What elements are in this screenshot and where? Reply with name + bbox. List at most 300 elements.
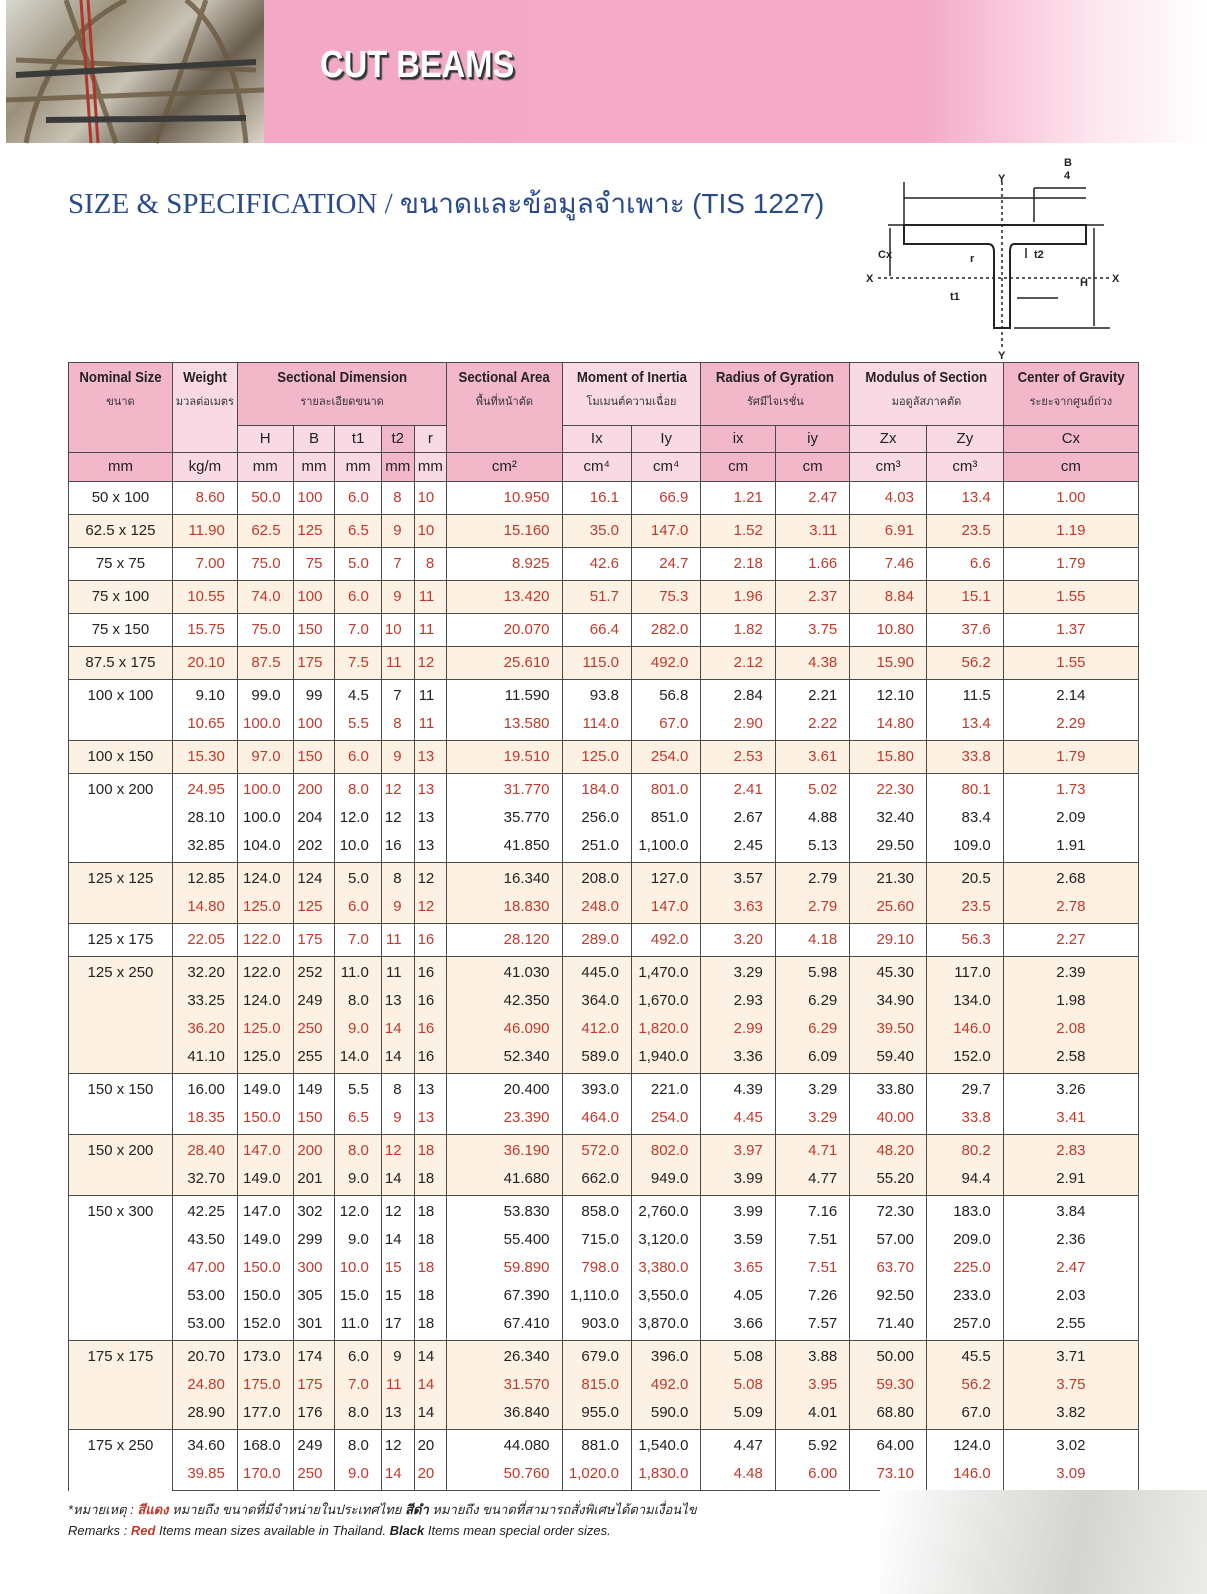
- cell-t1: 10.0: [335, 1254, 381, 1282]
- cell-area: 35.770: [447, 804, 562, 832]
- cell-ix-gyration: 4.47: [701, 1430, 775, 1461]
- cell-r: 16: [414, 987, 447, 1015]
- cell-b: 175: [293, 924, 335, 957]
- cell-cx: 1.00: [1003, 482, 1138, 515]
- cell-weight: 53.00: [172, 1282, 237, 1310]
- unit-cx: cm: [1003, 453, 1138, 482]
- cell-b: 299: [293, 1226, 335, 1254]
- table-row: [69, 548, 1139, 581]
- cell-r: 13: [414, 1104, 447, 1135]
- cell-cx: 1.55: [1003, 581, 1138, 614]
- cell-ix-gyration: 2.99: [701, 1015, 775, 1043]
- cell-iy-inertia: 254.0: [631, 741, 700, 774]
- cell-ix-gyration: 2.45: [701, 832, 775, 863]
- cell-cx: 1.79: [1003, 548, 1138, 581]
- header-radius-of-gyration: Radius of Gyration รัศมีไจเรชั่น: [701, 363, 850, 426]
- cell-t2: 15: [381, 1254, 414, 1282]
- table-row: [69, 804, 1139, 832]
- cell-h: 97.0: [237, 741, 293, 774]
- cell-area: 19.510: [447, 741, 562, 774]
- cell-ix-inertia: 1,020.0: [562, 1460, 631, 1491]
- cell-weight: 11.90: [172, 515, 237, 548]
- header-sectional-area: Sectional Area พื้นที่หน้าตัด: [447, 363, 562, 453]
- table-row: [69, 1226, 1139, 1254]
- cell-zy: 146.0: [927, 1460, 1004, 1491]
- cell-cx: 2.91: [1003, 1165, 1138, 1196]
- cell-b: 124: [293, 863, 335, 894]
- cell-zy: 124.0: [927, 1430, 1004, 1461]
- cell-b: 305: [293, 1282, 335, 1310]
- table-row: [69, 1430, 1139, 1461]
- cell-zy: 33.8: [927, 1104, 1004, 1135]
- cell-area: 31.570: [447, 1371, 562, 1399]
- cell-t2: 12: [381, 774, 414, 805]
- table-row: [69, 1165, 1139, 1196]
- cell-zx: 55.20: [850, 1165, 927, 1196]
- header-nominal-size: Nominal Size ขนาด: [69, 363, 173, 453]
- cell-iy-inertia: 75.3: [631, 581, 700, 614]
- cell-t1: 8.0: [335, 987, 381, 1015]
- cell-cx: 2.55: [1003, 1310, 1138, 1341]
- cell-area: 18.830: [447, 893, 562, 924]
- cell-t1: 8.0: [335, 1430, 381, 1461]
- cell-b: 176: [293, 1399, 335, 1430]
- cell-iy-inertia: 56.8: [631, 680, 700, 711]
- cell-ix-inertia: 903.0: [562, 1310, 631, 1341]
- size-group: [69, 957, 1139, 1074]
- table-row: [69, 515, 1139, 548]
- cell-h: 150.0: [237, 1282, 293, 1310]
- diagram-label-b: B: [1064, 157, 1072, 169]
- cell-zy: 152.0: [927, 1043, 1004, 1074]
- cell-cx: 1.55: [1003, 647, 1138, 680]
- cell-cx: 1.19: [1003, 515, 1138, 548]
- cell-h: 99.0: [237, 680, 293, 711]
- cell-weight: 28.90: [172, 1399, 237, 1430]
- cell-zy: 23.5: [927, 893, 1004, 924]
- cell-cx: 2.08: [1003, 1015, 1138, 1043]
- cell-r: 14: [414, 1341, 447, 1372]
- remark-thai-black: สีดำ: [405, 1502, 429, 1517]
- cell-weight: 8.60: [172, 482, 237, 515]
- cell-r: 18: [414, 1196, 447, 1227]
- cell-zx: 6.91: [850, 515, 927, 548]
- cell-zy: 56.2: [927, 647, 1004, 680]
- t-beam-diagram: [848, 152, 1118, 362]
- cell-area: 36.190: [447, 1135, 562, 1166]
- cell-ix-gyration: 1.96: [701, 581, 775, 614]
- cell-t2: 7: [381, 548, 414, 581]
- cell-iy-gyration: 5.92: [775, 1430, 849, 1461]
- cell-r: 20: [414, 1460, 447, 1491]
- cell-h: 87.5: [237, 647, 293, 680]
- remark-en-red: Red: [130, 1523, 156, 1538]
- cell-zx: 50.00: [850, 1341, 927, 1372]
- cell-t1: 6.0: [335, 893, 381, 924]
- section-title-en: SIZE & SPECIFICATION: [68, 188, 378, 220]
- cell-b: 200: [293, 1135, 335, 1166]
- cell-area: 53.830: [447, 1196, 562, 1227]
- cell-zy: 23.5: [927, 515, 1004, 548]
- cell-zx: 57.00: [850, 1226, 927, 1254]
- cell-cx: 2.47: [1003, 1254, 1138, 1282]
- cell-r: 13: [414, 832, 447, 863]
- cell-iy-gyration: 7.57: [775, 1310, 849, 1341]
- cell-iy-gyration: 7.51: [775, 1226, 849, 1254]
- size-group: [69, 774, 1139, 863]
- cell-ix-inertia: 35.0: [562, 515, 631, 548]
- table-row: [69, 581, 1139, 614]
- cell-weight: 32.85: [172, 832, 237, 863]
- cell-weight: 16.00: [172, 1074, 237, 1105]
- cell-iy-inertia: 147.0: [631, 515, 700, 548]
- table-row: [69, 1135, 1139, 1166]
- size-group: [69, 647, 1139, 680]
- cell-t2: 9: [381, 1341, 414, 1372]
- cell-area: 55.400: [447, 1226, 562, 1254]
- cell-cx: 1.37: [1003, 614, 1138, 647]
- table-row: [69, 774, 1139, 805]
- cell-t1: 5.0: [335, 548, 381, 581]
- cell-weight: 10.55: [172, 581, 237, 614]
- cell-ix-gyration: 3.59: [701, 1226, 775, 1254]
- table-row: [69, 741, 1139, 774]
- cell-ix-inertia: 858.0: [562, 1196, 631, 1227]
- cell-nominal-size: 100 x 150: [69, 741, 173, 774]
- subheader-t2: t2: [381, 426, 414, 453]
- cell-ix-gyration: 3.66: [701, 1310, 775, 1341]
- table-row: [69, 1104, 1139, 1135]
- cell-b: 100: [293, 581, 335, 614]
- cell-zx: 72.30: [850, 1196, 927, 1227]
- cell-cx: 3.02: [1003, 1430, 1138, 1461]
- section-standard: (TIS 1227): [692, 188, 825, 219]
- cell-t1: 7.0: [335, 614, 381, 647]
- cell-ix-inertia: 114.0: [562, 710, 631, 741]
- cell-r: 16: [414, 924, 447, 957]
- cell-ix-inertia: 248.0: [562, 893, 631, 924]
- cell-zy: 80.1: [927, 774, 1004, 805]
- cell-iy-gyration: 2.79: [775, 863, 849, 894]
- cell-r: 18: [414, 1135, 447, 1166]
- cell-b: 250: [293, 1460, 335, 1491]
- unit-t1: mm: [335, 453, 381, 482]
- remark-thai: [68, 1499, 697, 1520]
- cell-b: 175: [293, 647, 335, 680]
- cell-zy: 56.3: [927, 924, 1004, 957]
- cell-b: 200: [293, 774, 335, 805]
- cell-weight: 43.50: [172, 1226, 237, 1254]
- subheader-ix-gyration: ix: [701, 426, 775, 453]
- cell-weight: 41.10: [172, 1043, 237, 1074]
- cell-iy-inertia: 24.7: [631, 548, 700, 581]
- cell-nominal-size: 87.5 x 175: [69, 647, 173, 680]
- cell-ix-inertia: 125.0: [562, 741, 631, 774]
- cell-area: 31.770: [447, 774, 562, 805]
- cell-nominal-size: 150 x 300: [69, 1196, 173, 1341]
- cell-ix-gyration: 2.18: [701, 548, 775, 581]
- cell-ix-inertia: 798.0: [562, 1254, 631, 1282]
- cell-zx: 64.00: [850, 1430, 927, 1461]
- diagram-label-t2: t2: [1034, 249, 1044, 261]
- cell-zx: 14.80: [850, 710, 927, 741]
- cell-ix-gyration: 3.97: [701, 1135, 775, 1166]
- cell-h: 50.0: [237, 482, 293, 515]
- cell-weight: 22.05: [172, 924, 237, 957]
- unit-nominal-size: mm: [69, 453, 173, 482]
- cell-iy-inertia: 3,550.0: [631, 1282, 700, 1310]
- cell-zx: 29.50: [850, 832, 927, 863]
- cell-iy-inertia: 127.0: [631, 863, 700, 894]
- cell-h: 122.0: [237, 924, 293, 957]
- cell-b: 125: [293, 515, 335, 548]
- header-banner: [0, 0, 1207, 143]
- cell-iy-inertia: 492.0: [631, 1371, 700, 1399]
- cell-iy-gyration: 4.71: [775, 1135, 849, 1166]
- cell-nominal-size: 175 x 250: [69, 1430, 173, 1491]
- cell-zx: 68.80: [850, 1399, 927, 1430]
- cell-t1: 10.0: [335, 832, 381, 863]
- cell-zx: 48.20: [850, 1135, 927, 1166]
- cell-ix-gyration: 2.53: [701, 741, 775, 774]
- size-group: [69, 1074, 1139, 1135]
- cell-nominal-size: 62.5 x 125: [69, 515, 173, 548]
- section-title-separator: /: [384, 188, 393, 220]
- diagram-label-h: H: [1080, 277, 1088, 289]
- cell-cx: 3.82: [1003, 1399, 1138, 1430]
- cell-weight: 53.00: [172, 1310, 237, 1341]
- cell-zx: 15.80: [850, 741, 927, 774]
- table-row: [69, 1254, 1139, 1282]
- cell-t1: 15.0: [335, 1282, 381, 1310]
- unit-ix-inertia: cm⁴: [562, 453, 631, 482]
- cell-h: 150.0: [237, 1254, 293, 1282]
- cell-area: 41.850: [447, 832, 562, 863]
- steel-floor-photo: [880, 1490, 1207, 1594]
- cell-iy-inertia: 66.9: [631, 482, 700, 515]
- cell-ix-gyration: 2.12: [701, 647, 775, 680]
- unit-iy-inertia: cm⁴: [631, 453, 700, 482]
- cell-zx: 33.80: [850, 1074, 927, 1105]
- cell-weight: 9.10: [172, 680, 237, 711]
- cell-ix-gyration: 4.45: [701, 1104, 775, 1135]
- table-row: [69, 987, 1139, 1015]
- table-row: [69, 1074, 1139, 1105]
- cell-b: 100: [293, 710, 335, 741]
- cell-ix-inertia: 251.0: [562, 832, 631, 863]
- cell-h: 75.0: [237, 548, 293, 581]
- cell-t1: 6.0: [335, 1341, 381, 1372]
- header-sectional-dimension: Sectional Dimension รายละเอียดขนาด: [237, 363, 446, 426]
- cell-ix-inertia: 42.6: [562, 548, 631, 581]
- cell-nominal-size: 150 x 150: [69, 1074, 173, 1135]
- cell-iy-gyration: 4.01: [775, 1399, 849, 1430]
- cell-t2: 7: [381, 680, 414, 711]
- cell-iy-gyration: 2.21: [775, 680, 849, 711]
- cell-zx: 59.30: [850, 1371, 927, 1399]
- cell-t1: 4.5: [335, 680, 381, 711]
- table-row: [69, 1196, 1139, 1227]
- unit-b: mm: [293, 453, 335, 482]
- size-group: [69, 1430, 1139, 1491]
- remark-thai-red: สีแดง: [137, 1502, 169, 1517]
- cell-iy-inertia: 590.0: [631, 1399, 700, 1430]
- cell-ix-inertia: 256.0: [562, 804, 631, 832]
- cell-zx: 22.30: [850, 774, 927, 805]
- cell-iy-gyration: 4.38: [775, 647, 849, 680]
- cell-weight: 42.25: [172, 1196, 237, 1227]
- cell-zx: 73.10: [850, 1460, 927, 1491]
- cell-zy: 94.4: [927, 1165, 1004, 1196]
- cell-ix-inertia: 815.0: [562, 1371, 631, 1399]
- table-row: [69, 1015, 1139, 1043]
- cell-iy-gyration: 6.09: [775, 1043, 849, 1074]
- cell-zx: 21.30: [850, 863, 927, 894]
- cell-t2: 12: [381, 1135, 414, 1166]
- cell-zx: 7.46: [850, 548, 927, 581]
- cell-b: 202: [293, 832, 335, 863]
- cell-iy-inertia: 949.0: [631, 1165, 700, 1196]
- cell-zy: 37.6: [927, 614, 1004, 647]
- cell-iy-inertia: 802.0: [631, 1135, 700, 1166]
- table-row: [69, 710, 1139, 741]
- cell-b: 150: [293, 741, 335, 774]
- cell-zy: 13.4: [927, 710, 1004, 741]
- cell-ix-inertia: 589.0: [562, 1043, 631, 1074]
- cell-iy-gyration: 3.95: [775, 1371, 849, 1399]
- cell-t2: 11: [381, 1371, 414, 1399]
- cell-r: 10: [414, 482, 447, 515]
- cell-h: 173.0: [237, 1341, 293, 1372]
- size-group: [69, 1196, 1139, 1341]
- cell-zx: 8.84: [850, 581, 927, 614]
- cell-r: 12: [414, 893, 447, 924]
- cell-iy-gyration: 7.16: [775, 1196, 849, 1227]
- cell-t2: 10: [381, 614, 414, 647]
- cell-t2: 14: [381, 1165, 414, 1196]
- size-group: [69, 482, 1139, 515]
- cell-b: 99: [293, 680, 335, 711]
- cell-zy: 13.4: [927, 482, 1004, 515]
- subheader-cx: Cx: [1003, 426, 1138, 453]
- cell-iy-gyration: 2.79: [775, 893, 849, 924]
- diagram-label-y-bottom: Y: [998, 350, 1006, 362]
- cell-cx: 3.41: [1003, 1104, 1138, 1135]
- cell-ix-gyration: 2.93: [701, 987, 775, 1015]
- cell-nominal-size: 100 x 100: [69, 680, 173, 741]
- cell-t2: 12: [381, 804, 414, 832]
- cell-ix-inertia: 51.7: [562, 581, 631, 614]
- cell-ix-gyration: 3.36: [701, 1043, 775, 1074]
- cell-r: 8: [414, 548, 447, 581]
- cell-r: 18: [414, 1282, 447, 1310]
- cell-b: 301: [293, 1310, 335, 1341]
- cell-t2: 14: [381, 1460, 414, 1491]
- page-title: CUT BEAMS: [320, 44, 515, 86]
- cell-ix-inertia: 955.0: [562, 1399, 631, 1430]
- cell-cx: 2.03: [1003, 1282, 1138, 1310]
- cell-r: 11: [414, 614, 447, 647]
- cell-r: 13: [414, 774, 447, 805]
- cell-h: 175.0: [237, 1371, 293, 1399]
- remark-en-prefix: Remarks :: [68, 1523, 128, 1538]
- cell-t1: 6.0: [335, 741, 381, 774]
- cell-area: 41.030: [447, 957, 562, 988]
- unit-iy-gyration: cm: [775, 453, 849, 482]
- cell-ix-inertia: 393.0: [562, 1074, 631, 1105]
- cell-r: 18: [414, 1226, 447, 1254]
- cell-ix-inertia: 464.0: [562, 1104, 631, 1135]
- cell-iy-gyration: 5.02: [775, 774, 849, 805]
- cell-nominal-size: 75 x 75: [69, 548, 173, 581]
- cell-cx: 2.39: [1003, 957, 1138, 988]
- cell-ix-gyration: 3.57: [701, 863, 775, 894]
- header-center-of-gravity: Center of Gravity ระยะจากศูนย์ถ่วง: [1003, 363, 1138, 426]
- cell-zy: 225.0: [927, 1254, 1004, 1282]
- cell-iy-gyration: 7.51: [775, 1254, 849, 1282]
- cell-zy: 134.0: [927, 987, 1004, 1015]
- cell-iy-gyration: 4.77: [775, 1165, 849, 1196]
- cell-ix-inertia: 16.1: [562, 482, 631, 515]
- cell-r: 13: [414, 1074, 447, 1105]
- cell-iy-gyration: 6.29: [775, 987, 849, 1015]
- cell-t1: 7.5: [335, 647, 381, 680]
- subheader-b: B: [293, 426, 335, 453]
- construction-photo: [6, 0, 264, 143]
- cell-ix-inertia: 184.0: [562, 774, 631, 805]
- cell-weight: 20.70: [172, 1341, 237, 1372]
- cell-area: 50.760: [447, 1460, 562, 1491]
- cell-cx: 2.27: [1003, 924, 1138, 957]
- cell-iy-gyration: 3.11: [775, 515, 849, 548]
- cell-t2: 9: [381, 515, 414, 548]
- remark-english: [68, 1523, 611, 1538]
- cell-zy: 6.6: [927, 548, 1004, 581]
- cell-cx: 2.36: [1003, 1226, 1138, 1254]
- cell-h: 100.0: [237, 774, 293, 805]
- subheader-h: H: [237, 426, 293, 453]
- cell-t2: 15: [381, 1282, 414, 1310]
- cell-area: 67.410: [447, 1310, 562, 1341]
- cell-cx: 2.83: [1003, 1135, 1138, 1166]
- cell-iy-gyration: 2.37: [775, 581, 849, 614]
- cell-h: 125.0: [237, 893, 293, 924]
- cell-r: 18: [414, 1310, 447, 1341]
- cell-h: 149.0: [237, 1074, 293, 1105]
- cell-h: 122.0: [237, 957, 293, 988]
- size-group: [69, 515, 1139, 548]
- cell-area: 52.340: [447, 1043, 562, 1074]
- remark-en-red-desc: Items mean sizes available in Thailand.: [159, 1523, 386, 1538]
- subheader-zy: Zy: [927, 426, 1004, 453]
- cell-t1: 6.0: [335, 581, 381, 614]
- cell-area: 10.950: [447, 482, 562, 515]
- subheader-zx: Zx: [850, 426, 927, 453]
- cell-r: 18: [414, 1254, 447, 1282]
- cell-area: 20.070: [447, 614, 562, 647]
- cell-ix-inertia: 881.0: [562, 1430, 631, 1461]
- cell-ix-gyration: 3.65: [701, 1254, 775, 1282]
- cell-h: 62.5: [237, 515, 293, 548]
- cell-iy-gyration: 3.29: [775, 1074, 849, 1105]
- cell-h: 147.0: [237, 1196, 293, 1227]
- cell-t1: 9.0: [335, 1460, 381, 1491]
- cell-r: 16: [414, 1015, 447, 1043]
- cell-t2: 8: [381, 863, 414, 894]
- cell-area: 36.840: [447, 1399, 562, 1430]
- cell-area: 11.590: [447, 680, 562, 711]
- cell-zy: 15.1: [927, 581, 1004, 614]
